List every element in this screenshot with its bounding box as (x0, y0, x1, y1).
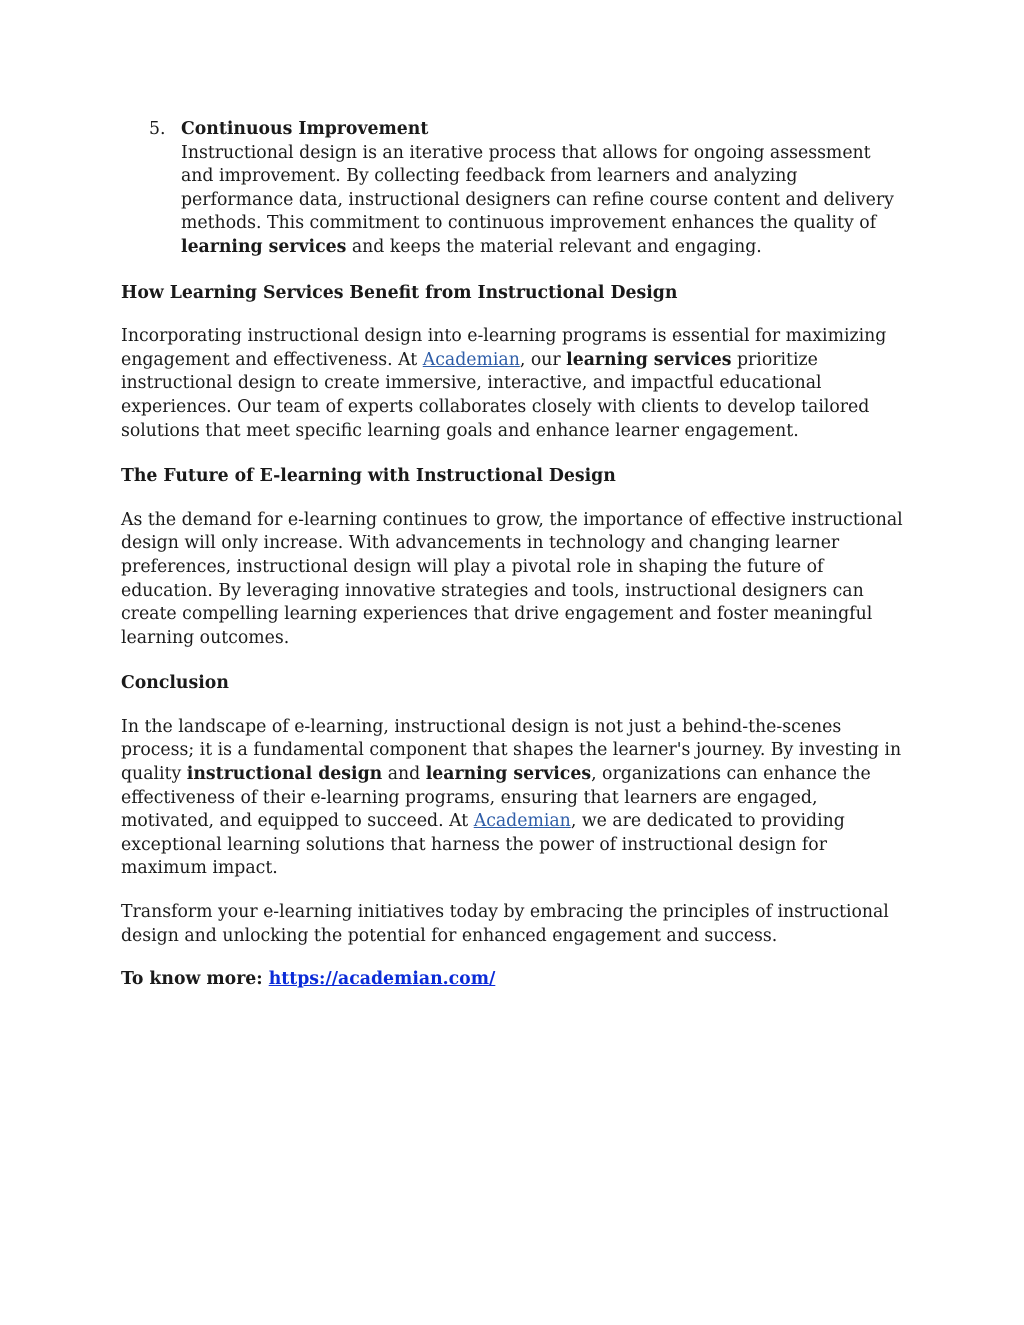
document-page (121, 118, 906, 992)
paragraph-benefit (121, 325, 906, 443)
bold-learning-services: learning services (566, 349, 732, 370)
paragraph-transform: Transform your e-learning initiatives today by embracing the principles of instructional design and unlocking the potential for enhanced engagement and success. (121, 902, 889, 946)
know-more-label: To know more: (121, 969, 269, 990)
list-item-continuous-improvement (121, 118, 906, 260)
list-item-title: Continuous Improvement (181, 119, 429, 139)
bold-instructional-design: instructional design (186, 764, 383, 785)
list-item-text-end: and keeps the material relevant and engaging. (346, 236, 762, 257)
academian-url-link[interactable]: https://academian.com/ (268, 969, 496, 990)
heading-benefit: How Learning Services Benefit from Instructional Design (121, 282, 678, 303)
bold-learning-services: learning services (181, 236, 347, 257)
paragraph-text: , organizations can enhance the effectiveness of their e-learning programs, ensuring that learners are engaged, motivated, and equipped to succeed. At (121, 764, 871, 832)
bold-learning-services: learning services (425, 764, 592, 785)
paragraph-text: prioritize instructional design to create immersive, interactive, and impactful educational experiences. Our team of experts collaborates closely with clients to develop tailored solutions that meet specific learning goals and enhance learner engagement. (121, 349, 870, 441)
know-more-line (121, 968, 906, 992)
heading-future: The Future of E-learning with Instructional Design (121, 466, 616, 487)
paragraph-text: and (382, 764, 426, 785)
list-item-text: Instructional design is an iterative process that allows for ongoing assessment and improvement. By collecting feedback from learners and analyzing performance data, instructional designers can refine course content and delivery methods. This commitment to continuous improvement enhances the quality of (181, 142, 894, 234)
academian-link[interactable]: Academian (473, 811, 571, 832)
academian-link[interactable]: Academian (422, 349, 520, 370)
paragraph-text: In the landscape of e-learning, instructional design is not just a behind-the-scenes process; it is a fundamental component that shapes the learner's journey. By investing in quality (121, 716, 902, 785)
list-number: 5. (149, 119, 166, 139)
paragraph-conclusion (121, 716, 906, 881)
heading-conclusion: Conclusion (121, 673, 229, 694)
paragraph-text: , we are dedicated to providing exceptional learning solutions that harness the power of instructional design for maximum impact. (121, 811, 845, 879)
paragraph-text: , our (519, 349, 567, 370)
paragraph-text: Incorporating instructional design into e-learning programs is essential for maximizing engagement and effectiveness. At (121, 326, 887, 370)
paragraph-future: As the demand for e-learning continues to grow, the importance of effective instructional design will only increase. With advancements in technology and changing learner preferences, instructional design will play a pivotal role in shaping the future of education. By leveraging innovative strategies and tools, instructional designers can create compelling learning experiences that drive engagement and foster meaningful learning outcomes. (121, 509, 903, 648)
list-item-body (181, 142, 906, 260)
